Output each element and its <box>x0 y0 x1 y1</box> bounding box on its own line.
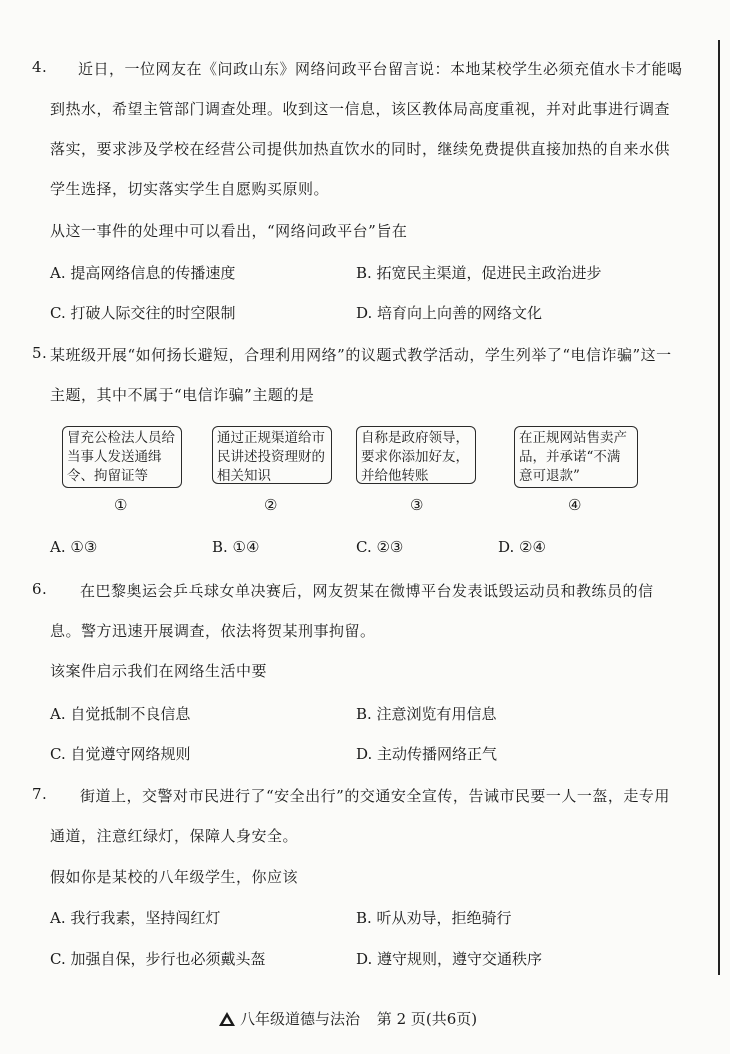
q5-line-2: 主题，其中不属于“电信诈骗”主题的是 <box>50 386 315 404</box>
footer-subject: 八年级道德与法治 <box>240 1010 361 1028</box>
q6-line-2: 息。警方迅速开展调查，依法将贺某刑事拘留。 <box>50 622 376 640</box>
q7-option-d: D. 遵守规则，遵守交通秩序 <box>356 950 543 968</box>
q5-box-3-label: ③ <box>410 496 424 514</box>
q5-option-d: D. ②④ <box>498 538 546 556</box>
q7-number: 7. <box>32 785 48 803</box>
q4-question: 从这一事件的处理中可以看出，“网络问政平台”旨在 <box>50 222 408 240</box>
q6-line-1: 在巴黎奥运会乒乓球女单决赛后，网友贺某在微博平台发表诋毁运动员和教练员的信 <box>80 582 654 600</box>
q5-box-2: 通过正规渠道给市民讲述投资理财的相关知识 <box>212 426 332 484</box>
q5-box-1: 冒充公检法人员给当事人发送通缉令、拘留证等 <box>62 426 182 488</box>
page-footer <box>218 1008 477 1029</box>
q6-option-a: A. 自觉抵制不良信息 <box>50 705 191 723</box>
q6-option-b: B. 注意浏览有用信息 <box>356 705 497 723</box>
q6-question: 该案件启示我们在网络生活中要 <box>50 662 268 680</box>
q5-box-4-label: ④ <box>568 496 582 514</box>
q5-line-1: 某班级开展“如何扬长避短，合理利用网络”的议题式教学活动，学生列举了“电信诈骗”这一 <box>50 346 672 364</box>
q4-line-3: 落实，要求涉及学校在经营公司提供加热直饮水的同时，继续免费提供直接加热的自来水供 <box>50 140 671 158</box>
scan-edge-line <box>718 40 720 975</box>
q5-option-b: B. ①④ <box>212 538 260 556</box>
q7-question: 假如你是某校的八年级学生，你应该 <box>50 868 299 886</box>
q4-line-1: 近日，一位网友在《问政山东》网络问政平台留言说：本地某校学生必须充值水卡才能喝 <box>78 60 683 78</box>
q7-option-c: C. 加强自保，步行也必须戴头盔 <box>50 950 266 968</box>
q7-line-1: 街道上，交警对市民进行了“安全出行”的交通安全宣传，告诫市民要一人一盔，走专用 <box>80 787 670 805</box>
q6-option-d: D. 主动传播网络正气 <box>356 745 498 763</box>
q4-line-4: 学生选择，切实落实学生自愿购买原则。 <box>50 180 330 198</box>
q5-box-1-label: ① <box>114 496 128 514</box>
q5-option-a: A. ①③ <box>50 538 98 556</box>
q6-number: 6. <box>32 580 48 598</box>
q5-box-2-label: ② <box>264 496 278 514</box>
q4-option-c: C. 打破人际交往的时空限制 <box>50 304 236 322</box>
q7-option-b: B. 听从劝导，拒绝骑行 <box>356 909 512 927</box>
q5-box-4: 在正规网站售卖产品，并承诺“不满意可退款” <box>514 426 638 488</box>
q7-option-a: A. 我行我素，坚持闯红灯 <box>50 909 221 927</box>
q7-line-2: 通道，注意红绿灯，保障人身安全。 <box>50 827 299 845</box>
q4-option-d: D. 培育向上向善的网络文化 <box>356 304 543 322</box>
publisher-logo-icon <box>218 1011 236 1027</box>
q6-option-c: C. 自觉遵守网络规则 <box>50 745 191 763</box>
footer-page-number: 第 2 页(共6页) <box>376 1010 478 1028</box>
q4-number: 4. <box>32 58 48 76</box>
q4-option-a: A. 提高网络信息的传播速度 <box>50 264 236 282</box>
q4-line-2: 到热水，希望主管部门调查处理。收到这一信息，该区教体局高度重视，并对此事进行调查 <box>50 100 671 118</box>
q4-option-b: B. 拓宽民主渠道，促进民主政治进步 <box>356 264 602 282</box>
q5-box-3: 自称是政府领导，要求你添加好友，并给他转账 <box>356 426 476 484</box>
q5-number: 5. <box>32 344 48 362</box>
q5-option-c: C. ②③ <box>356 538 404 556</box>
